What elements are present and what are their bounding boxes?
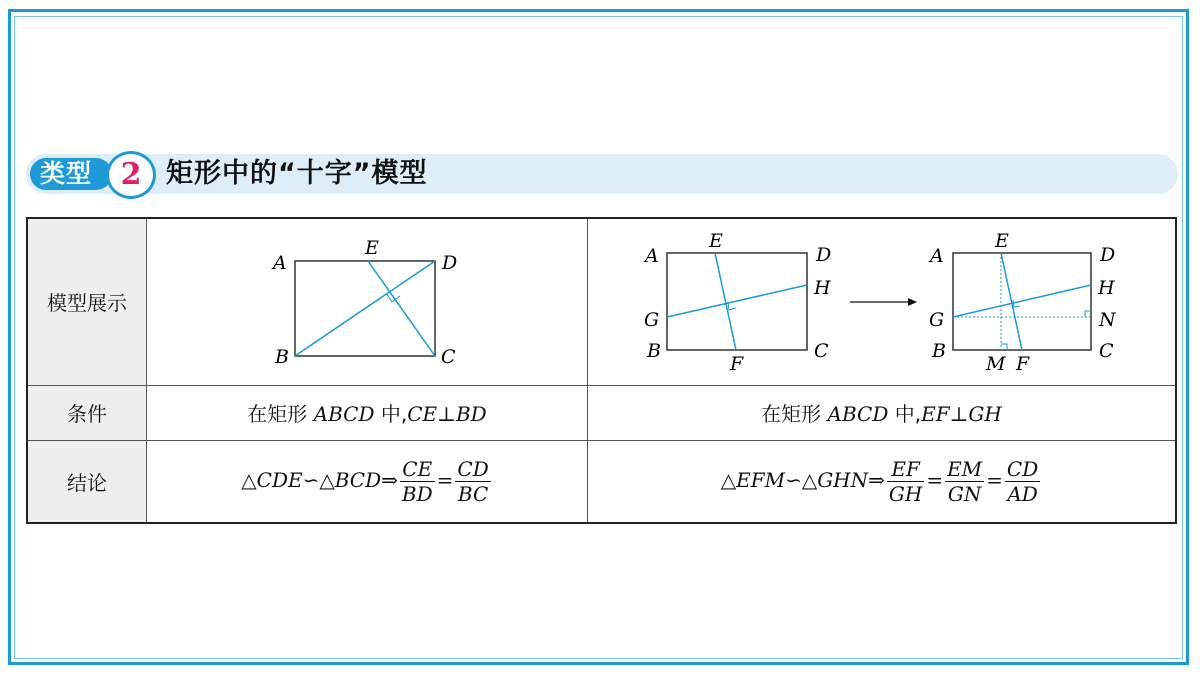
left-point-d: D — [442, 252, 458, 275]
r2-point-e: E — [995, 230, 1009, 253]
right-condition — [588, 385, 1177, 440]
left-f1-num: CE — [400, 457, 435, 482]
r2-point-d: D — [1100, 244, 1116, 267]
right-f2-num: EM — [947, 456, 983, 481]
left-fraction-1 — [400, 457, 435, 506]
type-tag: 类型 — [30, 158, 112, 190]
left-point-b: B — [275, 346, 289, 369]
left-segment-ce — [368, 261, 435, 356]
r2-point-f: F — [1016, 353, 1030, 376]
right-figure-cell — [588, 218, 1177, 385]
arrow-head — [908, 298, 917, 306]
condition-row — [27, 385, 1176, 440]
right-equals-2: = — [986, 467, 1003, 492]
model-row — [27, 218, 1176, 385]
condition-label: 条件 — [27, 385, 147, 440]
left-conclusion — [147, 440, 588, 523]
left-point-e: E — [365, 237, 379, 260]
left-point-c: C — [441, 346, 456, 369]
r2-point-m: M — [986, 353, 1006, 376]
type-number: 2 — [106, 151, 156, 199]
r1-point-g: G — [644, 309, 660, 332]
r1-point-a: A — [645, 245, 659, 268]
r2-point-g: G — [929, 309, 945, 332]
left-figure-cell — [147, 218, 588, 385]
left-equals: = — [436, 467, 454, 492]
right-condition-mid: 中, — [888, 402, 922, 426]
model-label: 模型展示 — [27, 218, 147, 385]
left-condition-relation: CE⊥BD — [407, 402, 487, 426]
r1-point-h: H — [814, 277, 831, 300]
left-diagonal-bd — [295, 261, 435, 356]
conclusion-label: 结论 — [27, 440, 147, 523]
r2-point-a: A — [930, 245, 944, 268]
left-condition-mid: 中, — [374, 402, 408, 426]
r2-point-c: C — [1099, 340, 1114, 363]
right-f1-num: EF — [887, 457, 924, 482]
r2-point-n: N — [1099, 309, 1116, 332]
right-fraction-1 — [887, 457, 924, 506]
left-figure — [147, 219, 587, 384]
right-conclusion — [588, 440, 1177, 523]
right-segment-gh-2 — [953, 285, 1091, 317]
r1-point-e: E — [709, 230, 723, 253]
right-condition-rect: ABCD — [827, 402, 889, 426]
right-f3-num: CD — [1006, 456, 1039, 481]
r1-point-c: C — [814, 340, 829, 363]
conclusion-row — [27, 440, 1176, 523]
r2-point-h: H — [1098, 277, 1115, 300]
right-f1-den: GH — [888, 481, 923, 506]
left-f2-num: CD — [457, 456, 489, 481]
left-f1-den: BD — [401, 481, 433, 506]
left-condition-rect: ABCD — [313, 402, 375, 426]
r1-point-b: B — [647, 340, 661, 363]
r2-point-b: B — [932, 340, 946, 363]
left-condition-prefix: 在矩形 — [247, 402, 314, 426]
right-fraction-3 — [1005, 457, 1040, 506]
right-condition-prefix: 在矩形 — [761, 402, 828, 426]
right-right-angle-m — [1001, 344, 1007, 350]
right-condition-relation: EF⊥GH — [921, 402, 1002, 426]
right-f2-den: GN — [947, 481, 982, 506]
left-conclusion-similarity: △CDE∽△BCD⇒ — [241, 467, 398, 492]
right-fraction-2 — [945, 457, 984, 506]
right-right-angle-n — [1085, 311, 1091, 317]
left-point-a: A — [273, 252, 287, 275]
r1-point-f: F — [730, 353, 744, 376]
r1-point-d: D — [816, 244, 832, 267]
left-fraction-2 — [455, 457, 490, 506]
right-segment-gh-1 — [667, 285, 807, 317]
right-conclusion-similarity: △EFM∽△GHN⇒ — [720, 467, 885, 492]
left-condition — [147, 385, 588, 440]
right-f3-den: AD — [1007, 481, 1038, 506]
model-table — [26, 217, 1177, 524]
right-figure — [588, 219, 1175, 384]
right-equals-1: = — [926, 467, 944, 492]
section-title: 矩形中的“十字”模型 — [166, 158, 428, 189]
left-f2-den: BC — [457, 481, 489, 506]
